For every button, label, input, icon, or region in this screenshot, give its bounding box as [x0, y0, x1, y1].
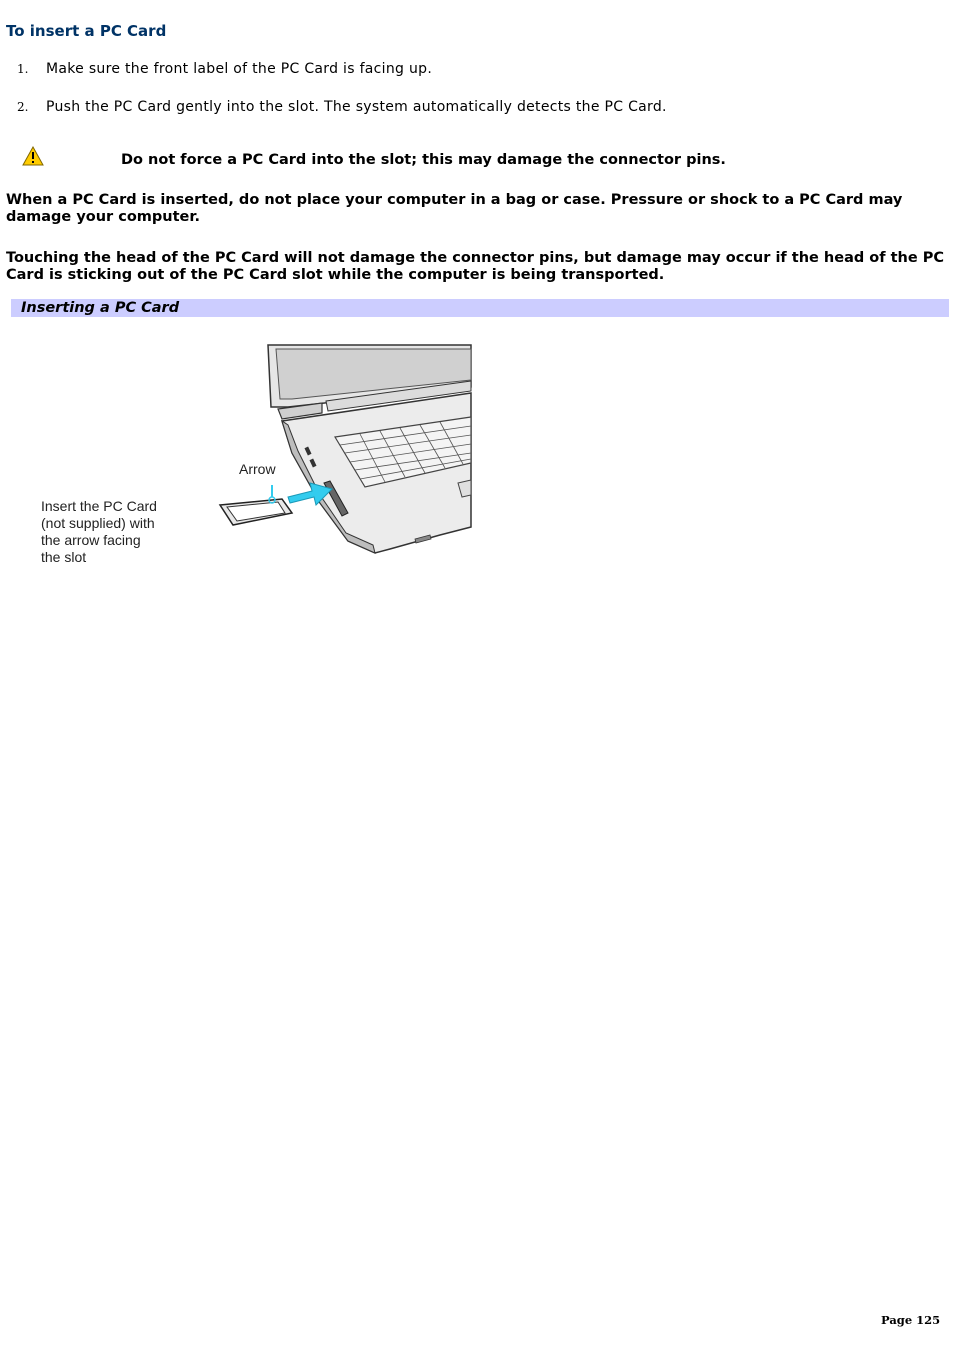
insert-callout-line: Insert the PC Card	[41, 498, 157, 514]
step-text: Make sure the front label of the PC Card is facing up.	[46, 61, 433, 77]
svg-text:Insert the PC Card (not su	[41, 498, 161, 565]
insert-callout-line: (not supplied) with	[41, 515, 155, 531]
figure-caption-bar	[11, 299, 949, 317]
note-head: Touching the head of the PC Card will not damage the connector pins, but damage may occur if the head of the PC Card is sticking out of the PC Card slot while the computer is being transported.	[6, 250, 945, 283]
step-text: Push the PC Card gently into the slot. The system automatically detects the PC Card.	[46, 99, 667, 115]
warning-icon	[22, 146, 44, 166]
note-bag: When a PC Card is inserted, do not place your computer in a bag or case. Pressure or shock to a PC Card may damage your computer.	[6, 192, 903, 225]
insert-callout-line: the slot	[41, 549, 87, 565]
insert-callout-line: the arrow facing	[41, 532, 141, 548]
page-heading: To insert a PC Card	[6, 22, 167, 40]
page-number: Page 125	[881, 1313, 941, 1327]
warning-text: Do not force a PC Card into the slot; this may damage the connector pins.	[121, 152, 726, 168]
arrow-callout: Arrow	[239, 461, 276, 477]
step-number: 2.	[17, 100, 29, 114]
pc-card-illustration	[30, 335, 480, 575]
figure-caption: Inserting a PC Card	[21, 300, 180, 316]
step-number: 1.	[17, 62, 29, 76]
